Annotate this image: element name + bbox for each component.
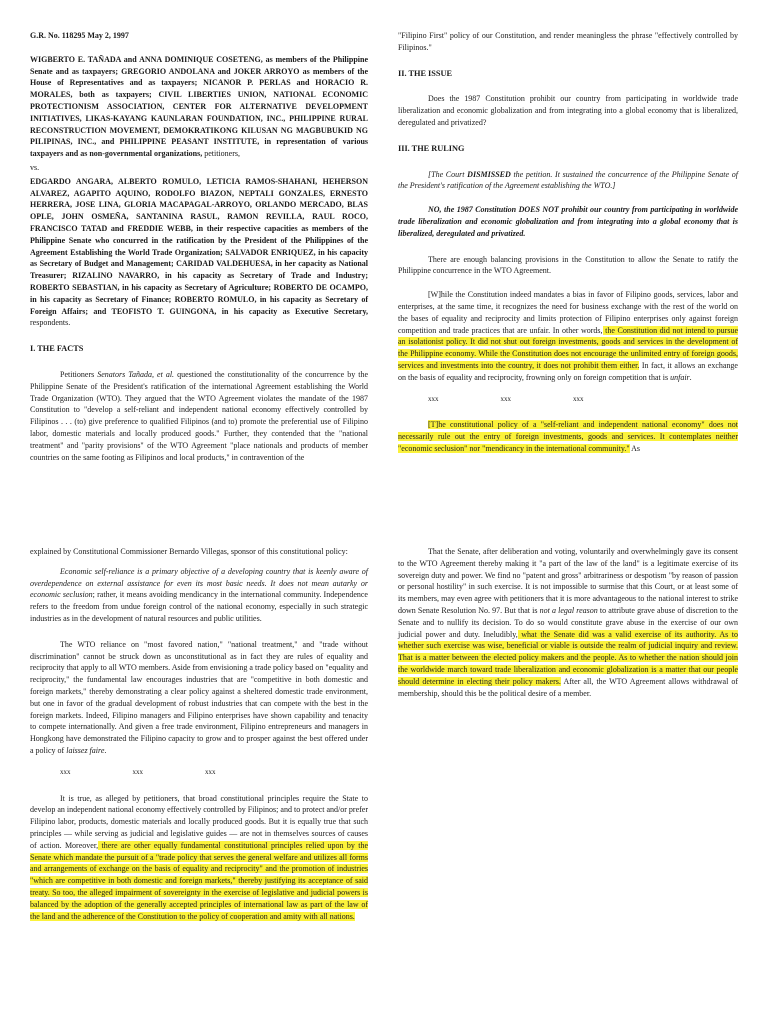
balancing-paragraph: There are enough balancing provisions in the Constitution to allow the Senate to ratify the Philippine concurrence in the WTO Agreement.: [398, 254, 738, 276]
facts-paragraph: [30, 369, 368, 463]
senate-highlight: what the Senate did was a valid exercise of its authority. As to whether such exercise was wise, beneficial or viable is outside the realm of judicial inquiry and review. That is a matter between the elected policy makers and the people. As to whether the nation should join the worldwide march toward trade liberalization and economic globalization is a matter that our people should determine in electing their policy makers.: [398, 629, 738, 686]
ruling-answer: NO, the 1987 Constitution DOES NOT prohibit our country from participating in worldwide trade liberalization and economic globalization and from integrating into a global economy that is liberalized, deregulated and privatized.: [398, 205, 738, 238]
page1-right-column: [398, 30, 738, 463]
senate-text-a: That the Senate, after deliberation and voting, voluntarily and overwhelmingly gave its consent to the WTO Agreement thereby making it "a part of the law of the land" is a legitimate exercise of its sovereign duty and power. We find no "patent and gross" arbitrariness or despotism "by reason of passion or personal hostility" in such exercise. It is not impossible to surmise that this Court, or at least some of its members, may even agree with petitioners that it is more advantageous to the national interest to strike down Senate Resolution No. 97. But that is: [398, 547, 738, 615]
true-text-a: It is true, as alleged by petitioners, that broad constitutional principles require the State to develop an independent national economy effectively controlled by Filipinos; and to protect and/or prefer Filipino labor, products, domestic materials and locally produced goods. But it is equally true that such principles — while serving as judicial and legislative guides — are not in themselves sources of causes of action. Moreover,: [30, 793, 368, 850]
respondents-label: respondents.: [30, 318, 71, 328]
while-paragraph: [398, 289, 738, 383]
respondents-names: EDGARDO ANGARA, ALBERTO ROMULO, LETICIA RAMOS-SHAHANI, HEHERSON ALVAREZ, AGAPITO AQUINO, RODOLFO BIAZON, NEPTALI GONZALES, ERNESTO HERRERA, JOSE LINA, GLORIA MACAPAGAL-ARROYO, ORLANDO MERCADO, BLAS OPLE, JOHN OSMEÑA, SANTANINA RASUL, RAMON REVILLA, RAUL ROCO, FRANCISCO TATAD and FREDDIE WEBB, in their respective capacities as members of the Philippine Senate who concurred in the ratification by the President of the Philippines of the Agreement Establishing the World Trade Organization; SALVADOR ENRIQUEZ, in his capacity as Secretary of Budget and Management; CARIDAD VALDEHUESA, in her capacity as National Treasurer; RIZALINO NAVARRO, in his capacity as Secretary of Trade and Industry; ROBERTO SEBASTIAN, in his capacity as Secretary of Agriculture; ROBERTO DE OCAMPO, in his capacity as Secretary of Finance; ROBERTO ROMULO, in his capacity as Secretary of Foreign Affairs; and TEOFISTO T. GUINGONA, in his capacity as Executive Secretary,: [30, 176, 368, 316]
omission-mark: xxx: [205, 767, 216, 776]
ruling-heading: III. THE RULING: [398, 143, 465, 153]
facts-continuation: "Filipino First" policy of our Constitution, and render meaningless the phrase "effectively controlled by Filipinos.": [398, 31, 738, 52]
omission-marks: [30, 767, 368, 779]
ruling-summary-c: the petition. It sustained the concurrence of the Philippine Senate of the President's ratification of the Agreement establishing the WTO.]: [398, 169, 738, 191]
omission-mark: xxx: [500, 394, 511, 403]
policy-paragraph: [398, 419, 738, 454]
issue-paragraph: Does the 1987 Constitution prohibit our country from participating in worldwide trade liberalization and economic globalization and from integrating into a global economy that is liberalized, deregulated and privatized?: [398, 94, 738, 127]
ruling-summary: [398, 169, 738, 193]
senate-text-b: to attribute grave abuse of discretion to the Senate and to nullify its decision. To do so would constitute grave abuse in the exercise of our own judicial power and duty. Ineludibly,: [398, 605, 738, 639]
omission-mark: xxx: [573, 394, 584, 403]
respondents-paragraph: [30, 176, 368, 329]
while-text-b: In fact, it allows an exchange on the basis of equality and reciprocity, frowning only on foreign competition that is: [398, 360, 738, 382]
omission-mark: xxx: [132, 767, 143, 776]
facts-text-c: questioned the constitutionality of the concurrence by the Philippine Senate of the President's ratification of the international Agreement establishing the World Trade Organization (WTO). They argued that the WTO Agreement violates the mandate of the 1987 Constitution to "develop a self-reliant and independent national economy effectively controlled by Filipinos . . . (to) give preference to qualified Filipinos (and to) promote the preferential use of Filipino labor, domestic materials and locally produced goods." Further, they contended that the "national treatment" and "parity provisions" of the WTO Agreement "place nationals and products of member countries on the same footing as Filipinos and local products," in contravention of the: [30, 369, 368, 462]
policy-highlight: [T]he constitutional policy of a "self-reliant and independent national economy" does not necessarily rule out the entry of foreign investments, goods and services. It contemplates neither "economic seclusion" nor "mendicancy in the international community.": [398, 420, 738, 453]
true-highlight: there are other equally fundamental constitutional principles relied upon by the Senate which mandate the pursuit of a "trade policy that serves the general welfare and utilizes all forms and arrangements of exchange on the basis of equality and reciprocity" and the promotion of industries "which are competitive in both domestic and foreign markets," thereby justifying its acceptance of said treaty. So too, the alleged impairment of sovereignty in the exercise of legislative and judicial powers is balanced by the adoption of the generally accepted principles of international law as part of the law of the land and the adherence of the Constitution to the policy of cooperation and amity with all nations.: [30, 840, 368, 921]
wto-text-end: .: [104, 745, 107, 755]
laissez-faire-italic: laissez faire: [66, 745, 105, 755]
quote-italic: Economic self-reliance is a primary objective of a developing country that is keenly aware of overdependence on external assistance for even its most basic needs. It does not mean autarky or economic seclusion: [30, 566, 368, 600]
true-paragraph: [30, 793, 368, 923]
while-unfair-italic: unfair: [670, 372, 690, 382]
omission-mark: xxx: [428, 394, 439, 403]
issue-heading: II. THE ISSUE: [398, 68, 453, 78]
ruling-summary-a: [The Court: [428, 169, 468, 179]
explained-paragraph: explained by Constitutional Commissioner Bernardo Villegas, sponsor of this constitutional policy:: [30, 547, 348, 556]
case-number: G.R. No. 118295 May 2, 1997: [30, 31, 129, 40]
page2-right-column: [398, 546, 738, 707]
wto-paragraph: [30, 639, 368, 757]
while-highlight: the Constitution did not intend to pursue an isolationist policy. It did not shut out foreign investments, goods and services in the development of the Philippine economy. While the Constitution does not encourage the unlimited entry of foreign goods, services and investments into the country, it does not prohibit them either.: [398, 325, 739, 370]
facts-petitioners-italic: Senators Tañada, et al.: [97, 369, 175, 379]
while-text-a: [W]hile the Constitution indeed mandates a bias in favor of Filipino goods, services, labor and enterprises, at the same time, it recognizes the need for business exchange with the rest of the world on the bases of equality and reciprocity and limits protection of Filipino enterprises only against foreign competition and trade practices that are unfair. In other words,: [398, 290, 738, 335]
omission-mark: xxx: [60, 767, 71, 776]
petitioners-label: petitioners,: [202, 149, 241, 159]
petitioners-names: WIGBERTO E. TAÑADA and ANNA DOMINIQUE COSETENG, as members of the Philippine Senate and as taxpayers; GREGORIO ANDOLANA and JOKER ARROYO as members of the House of Representatives and as taxpayers; NICANOR P. PERLAS and HORACIO R. MORALES, both as taxpayers; CIVIL LIBERTIES UNION, NATIONAL ECONOMIC PROTECTIONISM ASSOCIATION, CENTER FOR ALTERNATIVE DEVELOPMENT INITIATIVES, LIKAS-KAYANG KAUNLARAN FOUNDATION, INC., PHILIPPINE RURAL RECONSTRUCTION MOVEMENT, DEMOKRATIKONG KILUSAN NG MAGBUBUKID NG PILIPINAS, INC., and PHILIPPINE PEASANT INSTITUTE, in representation of various taxpayers and as non-governmental organizations,: [30, 54, 368, 159]
versus-label: vs.: [30, 162, 40, 172]
facts-heading: I. THE FACTS: [30, 344, 84, 354]
wto-text-a: The WTO reliance on "most favored nation," "national treatment," and "trade without discrimination" cannot be struck down as unconstitutional as in fact they are rules of equality and reciprocity that apply to all WTO members. Aside from envisioning a trade policy based on "equality and reciprocity," the fundamental law encourages industries that are "competitive in both domestic and foreign markets," thereby demonstrating a clear policy against a sheltered domestic trade environment, but one in favor of the gradual development of robust industries that can compete with the best in the foreign markets. Indeed, Filipino managers and Filipino enterprises have shown capability and tenacity to compete internationally. And given a free trade environment, Filipino entrepreneurs and managers in Hongkong have demonstrated the Filipino capacity to grow and to prosper against the best offered under a policy of: [30, 639, 368, 755]
ruling-dismissed: DISMISSED: [467, 169, 511, 179]
quote-rest: ; rather, it means avoiding mendicancy in the international community. Independence refers to the freedom from undue foreign control of the national economy, especially in such strategic industries as in the development of natural resources and public utilities.: [30, 590, 368, 623]
villegas-quote: [30, 566, 368, 625]
policy-tail: As: [629, 443, 641, 453]
senate-paragraph: [398, 546, 738, 699]
page1-left-column: [30, 30, 368, 471]
not-legal-reason-italic: not a legal reason: [539, 605, 598, 615]
senate-text-c: After all, the WTO Agreement allows withdrawal of membership, should this be the political desire of a member.: [398, 676, 738, 698]
omission-marks: [398, 394, 738, 406]
page2-left-column: [30, 546, 368, 930]
while-text-d: .: [689, 372, 692, 382]
petitioners-paragraph: [30, 54, 368, 160]
facts-text-a: Petitioners: [60, 369, 98, 379]
